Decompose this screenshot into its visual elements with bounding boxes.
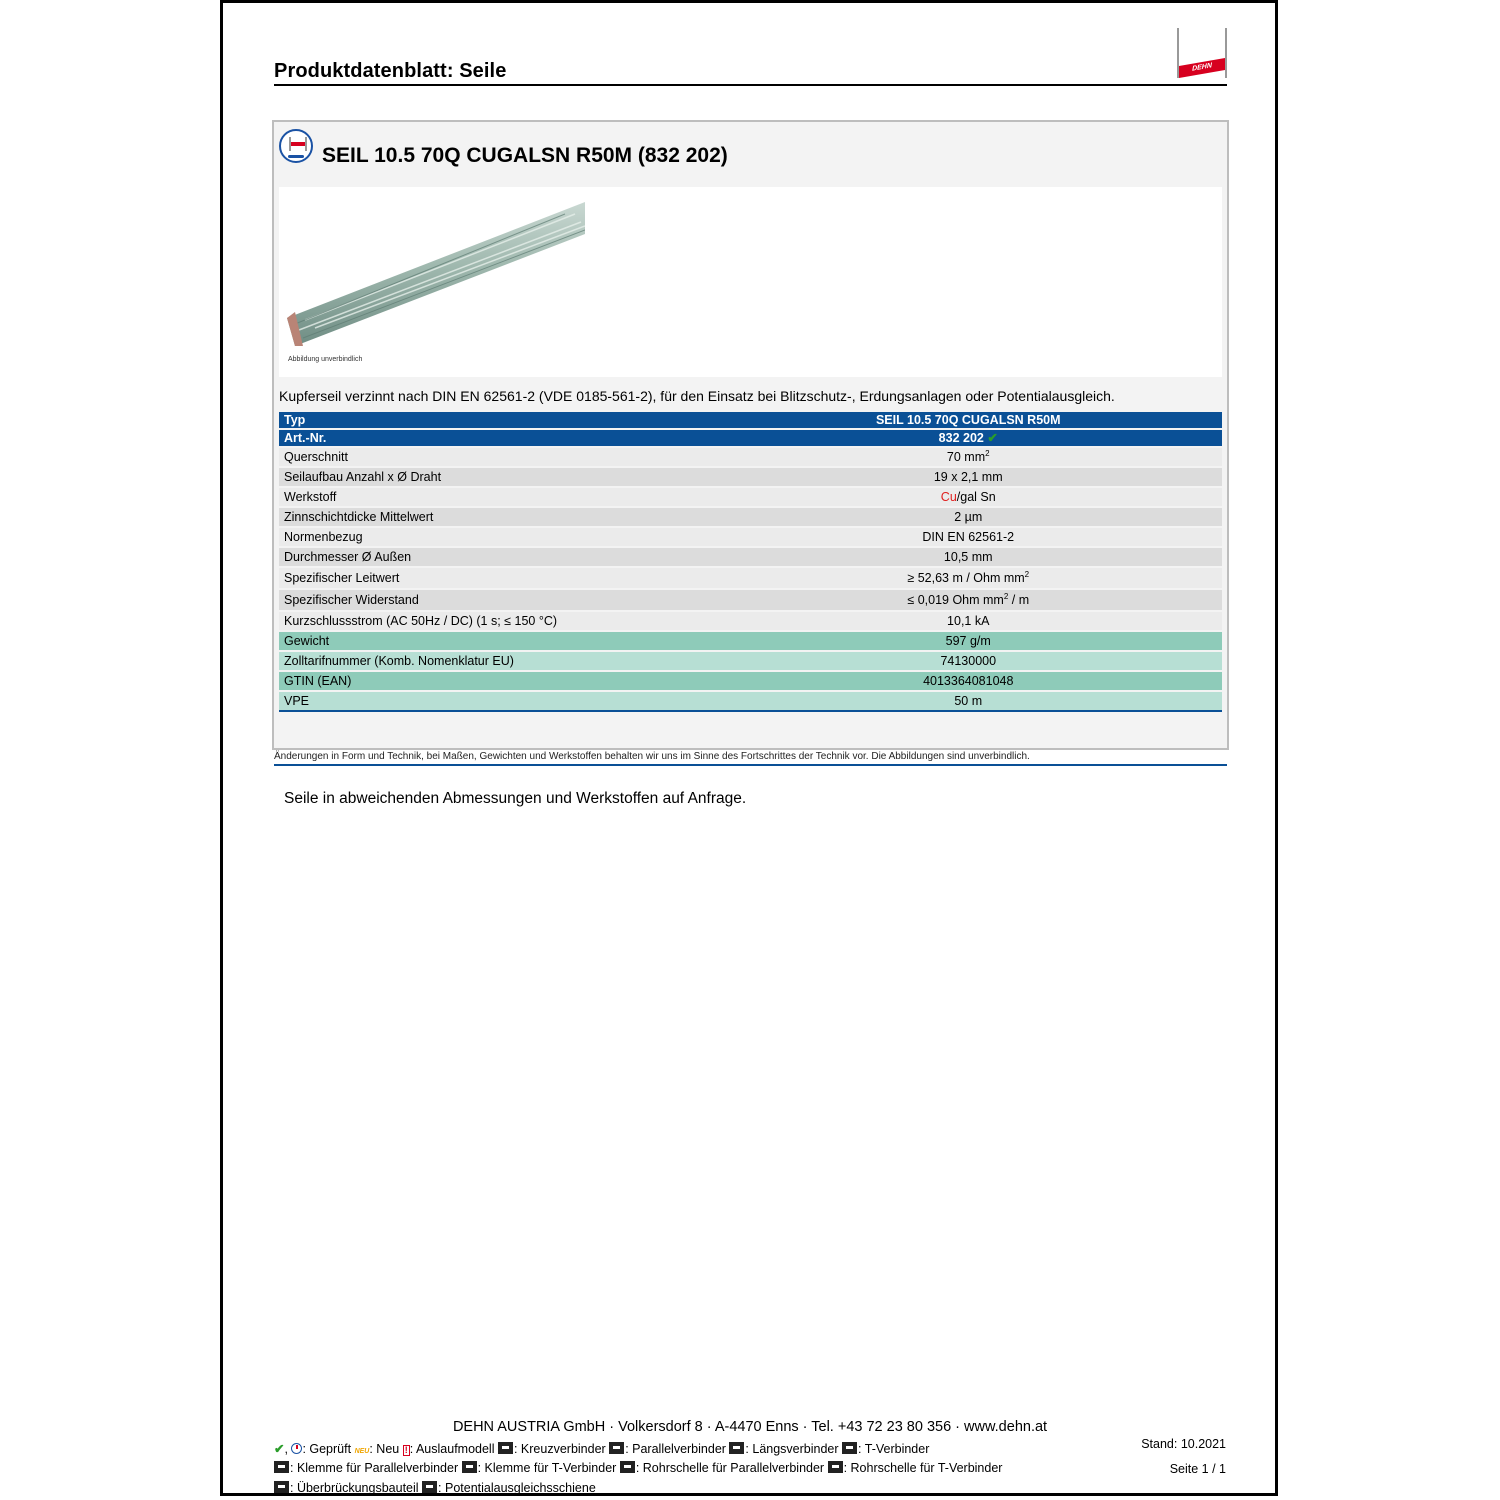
page-number: Seite 1 / 1 [1169,1462,1226,1476]
t-clamp-icon [462,1461,477,1473]
tested-badge-icon [279,129,313,163]
cross-connector-icon [498,1442,513,1454]
spec-header-artnr [279,430,1222,446]
product-title: SEIL 10.5 70Q CUGALSN R50M (832 202) [322,144,728,167]
legend-line-1: ✔, : Geprüft NEU: Neu ! : Auslaufmodell : Kreuzverbinder : Parallelverbinder : Längsverbinder : T-Verbinder [274,1442,930,1456]
dehn-logo: DEHN [1177,28,1227,78]
tested-seal-icon [291,1443,302,1454]
check-icon: ✔ [274,1442,285,1456]
discontinued-icon: ! [404,1445,408,1455]
cable-image [285,200,585,350]
revision-date: Stand: 10.2021 [1141,1437,1226,1451]
table-row: Werkstoff Cu/gal Sn [279,488,1222,506]
type-label: Typ [279,412,685,428]
image-caption: Abbildung unverbindlich [288,356,363,363]
spec-table [279,410,1222,712]
disclaimer-text: Änderungen in Form und Technik, bei Maßen, Gewichten und Werkstoffen behalten wir uns im Sinne des Fortschrittes der Technik vor. Die Abbildungen sind unverbindlich. [274,751,1030,762]
pipe-clamp-parallel-icon [620,1461,635,1473]
inline-connector-icon [729,1442,744,1454]
new-badge-icon: NEU [354,1448,370,1455]
disclaimer-divider [274,764,1227,766]
legend-line-2: : Klemme für Parallelverbinder : Klemme für T-Verbinder : Rohrschelle für Parallelverbinder : Rohrschelle für T-Verbinder [274,1461,1002,1475]
table-row: Seilaufbau Anzahl x Ø Draht 19 x 2,1 mm [279,468,1222,486]
table-bottom-rule [279,710,1222,712]
type-value: SEIL 10.5 70Q CUGALSN R50M [685,412,1223,428]
table-row: Querschnitt 70 $mm^2$ [279,448,1222,466]
footer-company-info: DEHN AUSTRIA GmbH · Volkersdorf 8 · A-4470 Enns · Tel. +43 72 23 80 356 · www.dehn.at [452,1419,1048,1435]
table-row: Zolltarifnummer (Komb. Nomenklatur EU) 74130000 [279,652,1222,670]
check-icon: ✔ [987,431,998,445]
header-divider [274,84,1227,86]
artnr-label: Art.-Nr. [279,430,685,446]
table-row: Gewicht 597 g/m [279,632,1222,650]
table-row: Spezifischer Widerstand ≤ 0,019 Ohm $mm^2$ / m [279,590,1222,610]
table-row: VPE 50 m [279,692,1222,710]
availability-note: Seile in abweichenden Abmessungen und Werkstoffen auf Anfrage. [284,790,747,807]
parallel-connector-icon [609,1442,624,1454]
table-row: Normenbezug DIN EN 62561-2 [279,528,1222,546]
artnr-value: 832 202 [938,431,984,445]
page-title: Produktdatenblatt: Seile [274,60,507,82]
table-row: Spezifischer Leitwert ≥ 52,63 m / Ohm $mm^2$ [279,568,1222,588]
pipe-clamp-t-icon [828,1461,843,1473]
spec-header-type [279,412,1222,428]
product-description: Kupferseil verzinnt nach DIN EN 62561-2 (VDE 0185-561-2), für den Einsatz bei Blitzschutz-, Erdungsanlagen oder Potentialausgleich. [279,388,1115,404]
table-row: Durchmesser Ø Außen 10,5 mm [279,548,1222,566]
equipotential-bar-icon [422,1481,437,1493]
legend-line-3: : Überbrückungsbauteil : Potentialausgleichsschiene [274,1481,596,1495]
table-row: Zinnschichtdicke Mittelwert 2 µm [279,508,1222,526]
table-row: Kurzschlussstrom (AC 50Hz / DC) (1 s; ≤ 150 °C) 10,1 kA [279,612,1222,630]
parallel-clamp-icon [274,1461,289,1473]
t-connector-icon [842,1442,857,1454]
table-row: GTIN (EAN) 4013364081048 [279,672,1222,690]
bridging-component-icon [274,1481,289,1493]
